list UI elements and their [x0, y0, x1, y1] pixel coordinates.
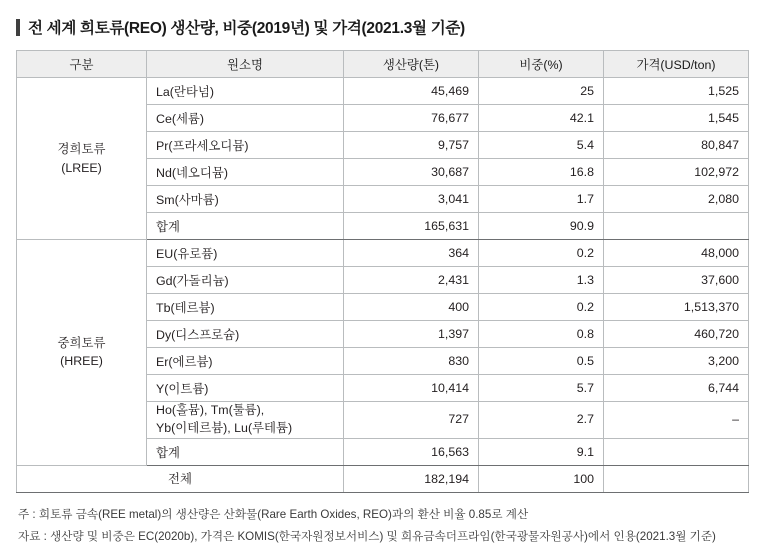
- production-value: 76,677: [344, 105, 479, 132]
- group-label-lree: [17, 78, 147, 240]
- production-value: 3,041: [344, 186, 479, 213]
- share-value: 0.2: [479, 294, 604, 321]
- element-name: Tb(테르븀): [147, 294, 344, 321]
- subtotal-price: [604, 213, 749, 240]
- share-value: 5.7: [479, 375, 604, 402]
- production-value: 45,469: [344, 78, 479, 105]
- element-name: Y(이트륨): [147, 375, 344, 402]
- footnote-source: 자료 : 생산량 및 비중은 EC(2020b), 가격은 KOMIS(한국자원정보서비스) 및 희유금속더프라임(한국광물자원공사)에서 인용(2021.3월 기준): [18, 529, 716, 543]
- footnotes: [18, 504, 746, 548]
- price-value: 2,080: [604, 186, 749, 213]
- price-value: 3,200: [604, 348, 749, 375]
- share-value: 2.7: [479, 402, 604, 439]
- element-name: Er(에르븀): [147, 348, 344, 375]
- column-header-element: 원소명: [147, 51, 344, 78]
- element-name: La(란타넘): [147, 78, 344, 105]
- total-price: [604, 465, 749, 492]
- price-value: 80,847: [604, 132, 749, 159]
- price-value: 1,513,370: [604, 294, 749, 321]
- table-header: [17, 51, 749, 78]
- element-name: Pr(프라세오디뮴): [147, 132, 344, 159]
- group-label-hree: [17, 240, 147, 466]
- subtotal-production: 165,631: [344, 213, 479, 240]
- element-name: Gd(가돌리늄): [147, 267, 344, 294]
- group-label-line2: (HREE): [60, 354, 103, 369]
- production-value: 727: [344, 402, 479, 439]
- production-value: 400: [344, 294, 479, 321]
- total-row: [17, 465, 749, 492]
- table-row: [17, 240, 749, 267]
- header-row: [17, 51, 749, 78]
- share-value: 16.8: [479, 159, 604, 186]
- production-value: 1,397: [344, 321, 479, 348]
- footnote-note: 주 : 희토류 금속(REE metal)의 생산량은 산화물(Rare Earth Oxides, REO)과의 환산 비율 0.85로 계산: [18, 507, 529, 521]
- total-label: 전체: [17, 465, 344, 492]
- subtotal-price: [604, 438, 749, 465]
- subtotal-share: 90.9: [479, 213, 604, 240]
- element-name: EU(유로퓸): [147, 240, 344, 267]
- element-name: Dy(디스프로슘): [147, 321, 344, 348]
- price-value: 6,744: [604, 375, 749, 402]
- share-value: 0.5: [479, 348, 604, 375]
- share-value: 42.1: [479, 105, 604, 132]
- reo-table: [16, 50, 749, 493]
- price-value: –: [604, 402, 749, 439]
- subtotal-label: 합계: [147, 213, 344, 240]
- share-value: 5.4: [479, 132, 604, 159]
- subtotal-label: 합계: [147, 438, 344, 465]
- share-value: 25: [479, 78, 604, 105]
- element-name-multiline: [147, 402, 344, 439]
- production-value: 364: [344, 240, 479, 267]
- column-header-production: 생산량(톤): [344, 51, 479, 78]
- share-value: 1.3: [479, 267, 604, 294]
- total-production: 182,194: [344, 465, 479, 492]
- group-label-line2: (LREE): [61, 160, 102, 175]
- table-body: [17, 78, 749, 493]
- share-value: 0.8: [479, 321, 604, 348]
- group-label-line1: 중희토류: [57, 335, 106, 350]
- title-accent-bar: [16, 19, 20, 36]
- production-value: 30,687: [344, 159, 479, 186]
- element-name: Sm(사마륨): [147, 186, 344, 213]
- element-name: Nd(네오디뮴): [147, 159, 344, 186]
- element-name-line1: Ho(홀뮴), Tm(툴륨),: [156, 403, 265, 417]
- share-value: 0.2: [479, 240, 604, 267]
- price-value: 102,972: [604, 159, 749, 186]
- element-name-line2: Yb(이테르븀), Lu(루테튬): [156, 420, 293, 435]
- share-value: 1.7: [479, 186, 604, 213]
- subtotal-share: 9.1: [479, 438, 604, 465]
- column-header-category: 구분: [17, 51, 147, 78]
- element-name: Ce(세륨): [147, 105, 344, 132]
- subtotal-production: 16,563: [344, 438, 479, 465]
- price-value: 48,000: [604, 240, 749, 267]
- title-text: 전 세계 희토류(REO) 생산량, 비중(2019년) 및 가격(2021.3월 기준): [28, 20, 465, 37]
- group-label-line1: 경희토류: [57, 141, 106, 156]
- price-value: 1,545: [604, 105, 749, 132]
- page-title: [16, 16, 746, 38]
- production-value: 2,431: [344, 267, 479, 294]
- production-value: 9,757: [344, 132, 479, 159]
- price-value: 1,525: [604, 78, 749, 105]
- price-value: 37,600: [604, 267, 749, 294]
- table-row: [17, 78, 749, 105]
- total-share: 100: [479, 465, 604, 492]
- column-header-price: 가격(USD/ton): [604, 51, 749, 78]
- production-value: 10,414: [344, 375, 479, 402]
- production-value: 830: [344, 348, 479, 375]
- price-value: 460,720: [604, 321, 749, 348]
- column-header-share: 비중(%): [479, 51, 604, 78]
